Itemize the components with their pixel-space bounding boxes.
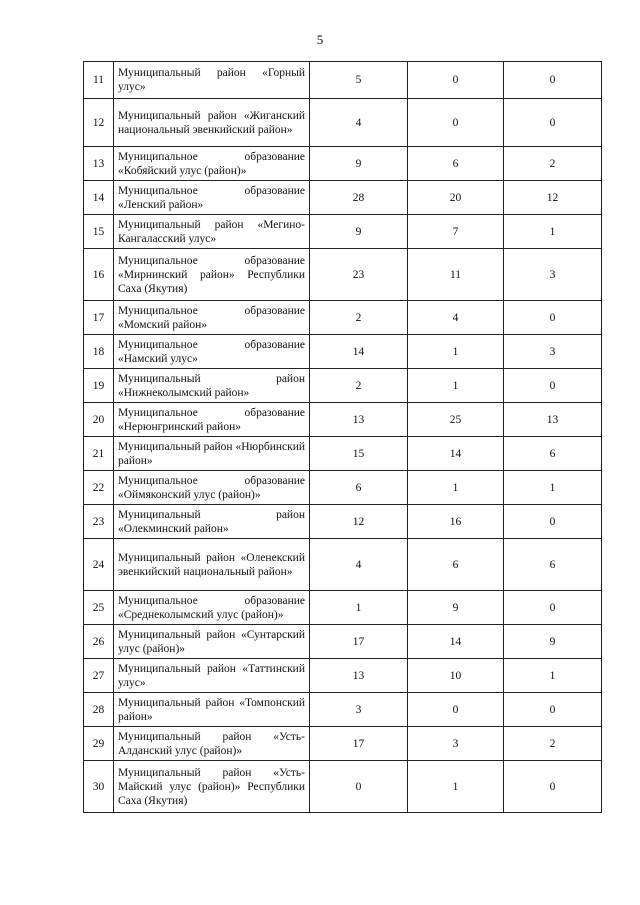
- row-number-cell: 19: [84, 369, 114, 403]
- value-b-cell: 20: [408, 181, 504, 215]
- row-number-cell: 28: [84, 693, 114, 727]
- value-c-cell: 2: [504, 147, 602, 181]
- row-number-cell: 27: [84, 659, 114, 693]
- table-body: [84, 62, 602, 813]
- value-c-cell: 0: [504, 369, 602, 403]
- value-a-cell: 1: [310, 591, 408, 625]
- value-c-cell: 13: [504, 403, 602, 437]
- table-row: [84, 761, 602, 813]
- value-a-cell: 12: [310, 505, 408, 539]
- value-b-cell: 1: [408, 761, 504, 813]
- value-a-cell: 13: [310, 659, 408, 693]
- value-b-cell: 1: [408, 369, 504, 403]
- value-a-cell: 9: [310, 215, 408, 249]
- table-row: [84, 62, 602, 99]
- value-b-cell: 0: [408, 693, 504, 727]
- value-a-cell: 13: [310, 403, 408, 437]
- value-c-cell: 1: [504, 659, 602, 693]
- value-a-cell: 0: [310, 761, 408, 813]
- value-a-cell: 2: [310, 369, 408, 403]
- value-c-cell: 0: [504, 301, 602, 335]
- municipality-name-cell: Муниципальный район «Усть-Майский улус (район)» Республики Саха (Якутия): [114, 761, 310, 813]
- value-c-cell: 0: [504, 62, 602, 99]
- value-b-cell: 9: [408, 591, 504, 625]
- value-c-cell: 6: [504, 437, 602, 471]
- municipality-name-cell: Муниципальный район «Мегино-Кангаласский улус»: [114, 215, 310, 249]
- value-b-cell: 14: [408, 625, 504, 659]
- row-number-cell: 17: [84, 301, 114, 335]
- row-number-cell: 16: [84, 249, 114, 301]
- table-row: [84, 437, 602, 471]
- value-c-cell: 12: [504, 181, 602, 215]
- table-row: [84, 99, 602, 147]
- table-row: [84, 369, 602, 403]
- value-b-cell: 14: [408, 437, 504, 471]
- row-number-cell: 11: [84, 62, 114, 99]
- row-number-cell: 30: [84, 761, 114, 813]
- row-number-cell: 12: [84, 99, 114, 147]
- row-number-cell: 26: [84, 625, 114, 659]
- municipality-name-cell: Муниципальный район «Нижнеколымский район»: [114, 369, 310, 403]
- value-b-cell: 16: [408, 505, 504, 539]
- value-b-cell: 1: [408, 471, 504, 505]
- value-a-cell: 17: [310, 727, 408, 761]
- row-number-cell: 15: [84, 215, 114, 249]
- value-a-cell: 28: [310, 181, 408, 215]
- municipal-table: [83, 61, 602, 813]
- municipality-name-cell: Муниципальное образование «Среднеколымский улус (район)»: [114, 591, 310, 625]
- value-b-cell: 10: [408, 659, 504, 693]
- value-c-cell: 3: [504, 249, 602, 301]
- municipality-name-cell: Муниципальный район «Горный улус»: [114, 62, 310, 99]
- table-row: [84, 215, 602, 249]
- value-a-cell: 15: [310, 437, 408, 471]
- value-b-cell: 11: [408, 249, 504, 301]
- row-number-cell: 23: [84, 505, 114, 539]
- value-a-cell: 6: [310, 471, 408, 505]
- municipality-name-cell: Муниципальное образование «Оймяконский улус (район)»: [114, 471, 310, 505]
- row-number-cell: 25: [84, 591, 114, 625]
- value-b-cell: 3: [408, 727, 504, 761]
- value-b-cell: 0: [408, 62, 504, 99]
- table-row: [84, 335, 602, 369]
- row-number-cell: 14: [84, 181, 114, 215]
- value-b-cell: 7: [408, 215, 504, 249]
- row-number-cell: 13: [84, 147, 114, 181]
- table-row: [84, 471, 602, 505]
- value-c-cell: 0: [504, 99, 602, 147]
- value-b-cell: 1: [408, 335, 504, 369]
- value-a-cell: 2: [310, 301, 408, 335]
- table-row: [84, 403, 602, 437]
- table-row: [84, 539, 602, 591]
- municipality-name-cell: Муниципальный район «Таттинский улус»: [114, 659, 310, 693]
- value-c-cell: 3: [504, 335, 602, 369]
- value-b-cell: 6: [408, 539, 504, 591]
- table-row: [84, 727, 602, 761]
- value-c-cell: 9: [504, 625, 602, 659]
- value-a-cell: 4: [310, 99, 408, 147]
- value-a-cell: 9: [310, 147, 408, 181]
- value-c-cell: 6: [504, 539, 602, 591]
- row-number-cell: 24: [84, 539, 114, 591]
- municipality-name-cell: Муниципальный район «Усть-Алданский улус (район)»: [114, 727, 310, 761]
- table-row: [84, 625, 602, 659]
- value-a-cell: 3: [310, 693, 408, 727]
- value-b-cell: 4: [408, 301, 504, 335]
- table-row: [84, 505, 602, 539]
- table-row: [84, 693, 602, 727]
- municipality-name-cell: Муниципальный район «Оленекский эвенкийский национальный район»: [114, 539, 310, 591]
- municipality-name-cell: Муниципальное образование «Нерюнгринский район»: [114, 403, 310, 437]
- municipality-name-cell: Муниципальное образование «Ленский район»: [114, 181, 310, 215]
- table-row: [84, 181, 602, 215]
- value-c-cell: 1: [504, 215, 602, 249]
- row-number-cell: 20: [84, 403, 114, 437]
- table-row: [84, 591, 602, 625]
- value-b-cell: 0: [408, 99, 504, 147]
- table-row: [84, 147, 602, 181]
- value-b-cell: 25: [408, 403, 504, 437]
- municipality-name-cell: Муниципальный район «Олекминский район»: [114, 505, 310, 539]
- table-row: [84, 249, 602, 301]
- value-c-cell: 1: [504, 471, 602, 505]
- municipality-name-cell: Муниципальный район «Томпонский район»: [114, 693, 310, 727]
- municipality-name-cell: Муниципальный район «Нюрбинский район»: [114, 437, 310, 471]
- value-a-cell: 4: [310, 539, 408, 591]
- row-number-cell: 18: [84, 335, 114, 369]
- table-row: [84, 659, 602, 693]
- municipality-name-cell: Муниципальное образование «Момский район»: [114, 301, 310, 335]
- value-c-cell: 0: [504, 761, 602, 813]
- row-number-cell: 21: [84, 437, 114, 471]
- value-b-cell: 6: [408, 147, 504, 181]
- value-a-cell: 14: [310, 335, 408, 369]
- value-c-cell: 0: [504, 591, 602, 625]
- municipality-name-cell: Муниципальное образование «Кобяйский улус (район)»: [114, 147, 310, 181]
- municipality-name-cell: Муниципальное образование «Мирнинский район» Республики Саха (Якутия): [114, 249, 310, 301]
- value-c-cell: 2: [504, 727, 602, 761]
- municipality-name-cell: Муниципальный район «Сунтарский улус (район)»: [114, 625, 310, 659]
- row-number-cell: 29: [84, 727, 114, 761]
- page-number: 5: [316, 32, 324, 47]
- municipality-name-cell: Муниципальный район «Жиганский национальный эвенкийский район»: [114, 99, 310, 147]
- value-a-cell: 23: [310, 249, 408, 301]
- value-a-cell: 5: [310, 62, 408, 99]
- row-number-cell: 22: [84, 471, 114, 505]
- table-row: [84, 301, 602, 335]
- municipality-name-cell: Муниципальное образование «Намский улус»: [114, 335, 310, 369]
- value-a-cell: 17: [310, 625, 408, 659]
- value-c-cell: 0: [504, 693, 602, 727]
- value-c-cell: 0: [504, 505, 602, 539]
